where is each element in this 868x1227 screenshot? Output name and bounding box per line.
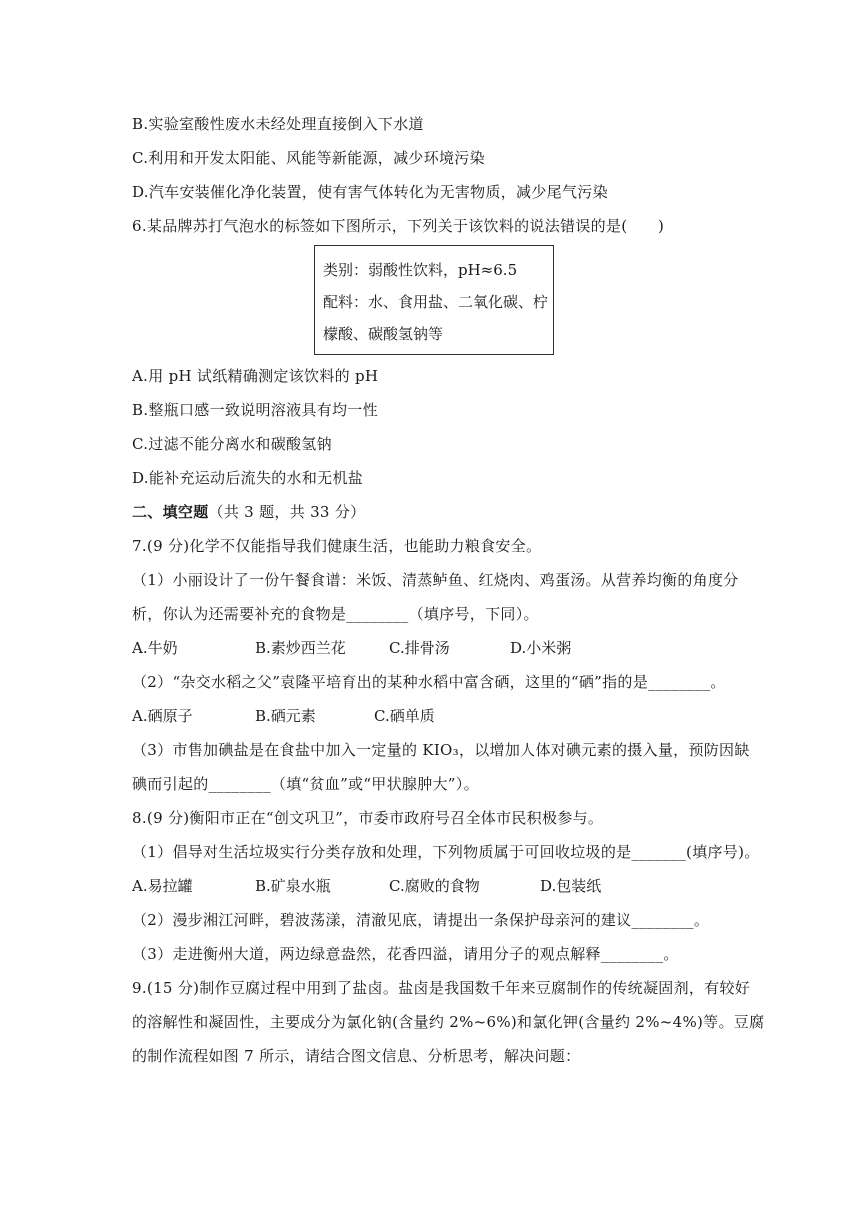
label-category: 类别：弱酸性饮料，pH≈6.5: [323, 261, 518, 279]
q7-1-option-c: C.排骨汤: [389, 639, 450, 657]
q5-option-b: B.实验室酸性废水未经处理直接倒入下水道: [132, 115, 424, 133]
q5-option-c: C.利用和开发太阳能、风能等新能源，减少环境污染: [132, 149, 485, 167]
q9-stem-line3: 的制作流程如图 7 所示，请结合图文信息、分析思考，解决问题：: [132, 1047, 581, 1065]
q6-option-b: B.整瓶口感一致说明溶液具有均一性: [132, 401, 378, 419]
q7-2-option-c: C.硒单质: [374, 707, 435, 725]
q8-1-option-a: A.易拉罐: [132, 877, 193, 895]
q8-stem: 8.(9 分)衡阳市正在“创文巩卫”，市委市政府号召全体市民积极参与。: [132, 809, 604, 827]
q8-part1: （1）倡导对生活垃圾实行分类存放和处理，下列物质属于可回收垃圾的是_______(填序号)。: [132, 843, 760, 861]
q7-part3-line1: （3）市售加碘盐是在食盐中加入一定量的 KIO₃，以增加人体对碘元素的摄入量，预防因缺: [132, 741, 750, 759]
q8-part2: （2）漫步湘江河畔，碧波荡漾，清澈见底，请提出一条保护母亲河的建议________。: [132, 911, 710, 929]
q8-1-option-c: C.腐败的食物: [389, 877, 480, 895]
label-ingredients-cont: 檬酸、碳酸氢钠等: [323, 325, 444, 343]
q7-part2: （2）“杂交水稻之父”袁隆平培育出的某种水稻中富含硒，这里的“硒”指的是________。: [132, 673, 726, 691]
q7-2-option-b: B.硒元素: [255, 707, 316, 725]
q8-1-option-d: D.包装纸: [540, 877, 602, 895]
q8-part3: （3）走进衡州大道，两边绿意盎然，花香四溢，请用分子的观点解释________。: [132, 945, 679, 963]
q6-option-d: D.能补充运动后流失的水和无机盐: [132, 469, 364, 487]
q5-option-d: D.汽车安装催化净化装置，使有害气体转化为无害物质，减少尾气污染: [132, 183, 608, 201]
q7-part1-line2: 析，你认为还需要补充的食物是________（填序号，下同）。: [132, 605, 539, 623]
section-heading: [132, 502, 365, 522]
q7-part3-line2: 碘而引起的________（填“贫血”或“甲状腺肿大”）。: [132, 775, 479, 793]
q7-2-option-a: A.硒原子: [132, 707, 193, 725]
q7-1-option-d: D.小米粥: [510, 639, 572, 657]
q9-stem-line2: 的溶解性和凝固性，主要成分为氯化钠(含量约 2%~6%)和氯化钾(含量约 2%~4%)等。豆腐: [132, 1013, 765, 1031]
q7-1-option-b: B.素炒西兰花: [255, 639, 346, 657]
section-title: 二、填空题: [132, 503, 209, 521]
q7-stem: 7.(9 分)化学不仅能指导我们健康生活，也能助力粮食安全。: [132, 537, 542, 555]
q9-stem-line1: 9.(15 分)制作豆腐过程中用到了盐卤。盐卤是我国数千年来豆腐制作的传统凝固剂，有较好: [132, 979, 751, 997]
q7-1-option-a: A.牛奶: [132, 639, 178, 657]
q6-stem: 6.某品牌苏打气泡水的标签如下图所示，下列关于该饮料的说法错误的是( ): [132, 217, 665, 235]
q6-option-a: A.用 pH 试纸精确测定该饮料的 pH: [132, 367, 379, 385]
q7-part1-line1: （1）小丽设计了一份午餐食谱：米饭、清蒸鲈鱼、红烧肉、鸡蛋汤。从营养均衡的角度分: [132, 571, 739, 589]
section-note: （共 3 题，共 33 分）: [208, 503, 366, 521]
q8-1-option-b: B.矿泉水瓶: [255, 877, 331, 895]
q6-option-c: C.过滤不能分离水和碳酸氢钠: [132, 435, 332, 453]
label-ingredients: 配料：水、食用盐、二氧化碳、柠: [323, 293, 549, 311]
drink-label-box: [314, 245, 554, 355]
